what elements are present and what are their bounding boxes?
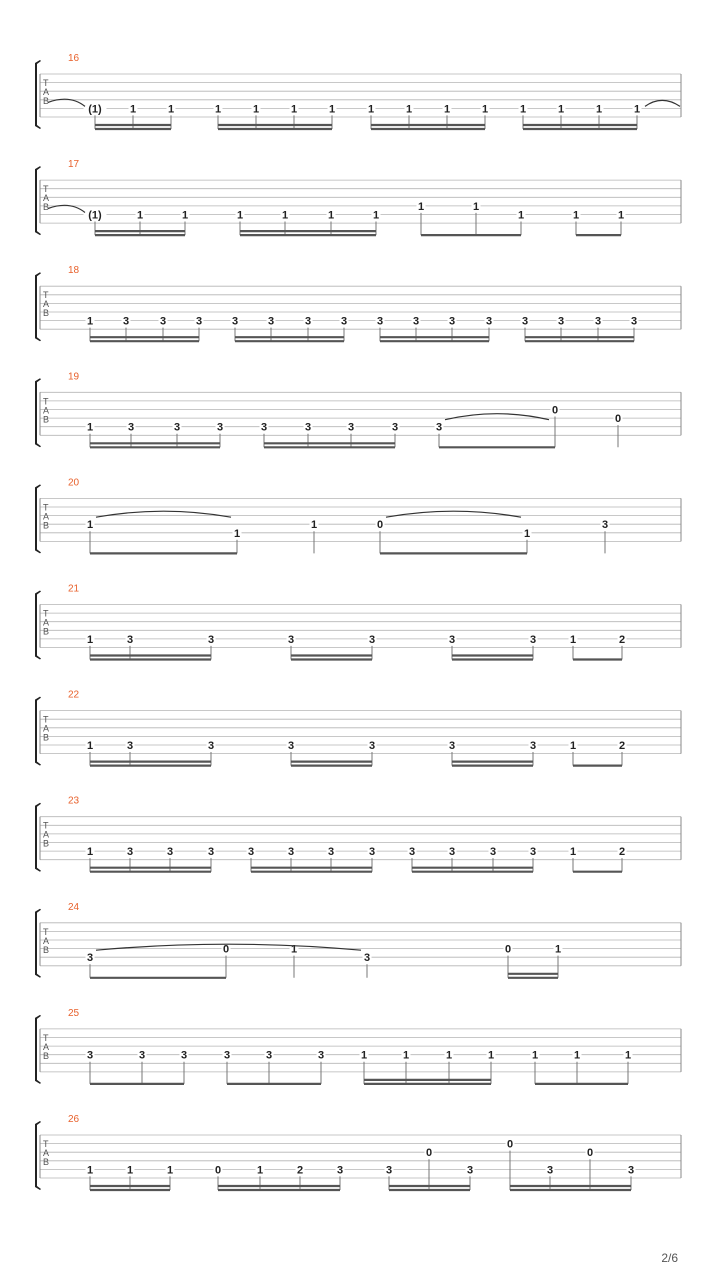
fret-number: 1	[136, 209, 144, 222]
tab-system	[35, 796, 681, 872]
tab-clef-letter: A	[43, 299, 50, 310]
fret-number: 3	[630, 315, 638, 328]
fret-number: 1	[86, 633, 94, 646]
measure-number: 22	[68, 689, 80, 701]
tab-clef-letter: T	[43, 78, 49, 88]
measure-number: 16	[68, 53, 80, 64]
fret-number: 3	[489, 846, 497, 859]
fret-number: 1	[166, 1164, 174, 1177]
fret-number: 1	[523, 527, 531, 540]
fret-number: 1	[281, 209, 289, 222]
tab-clef-letter: T	[43, 608, 49, 619]
fret-number: 3	[267, 315, 275, 328]
tab-system	[35, 902, 681, 978]
tab-clef-letter: B	[43, 626, 50, 637]
tie	[386, 511, 521, 517]
fret-number: 3	[594, 315, 602, 328]
fret-number: 3	[368, 846, 376, 859]
tab-clef-letter: A	[43, 829, 50, 840]
fret-number: 3	[412, 315, 420, 328]
fret-number: 3	[601, 519, 609, 532]
fret-number: 3	[265, 1049, 273, 1062]
fret-number: 3	[260, 421, 268, 434]
fret-number: 3	[207, 740, 215, 752]
fret-number: 3	[466, 1164, 474, 1177]
tab-system	[35, 1008, 681, 1084]
fret-number: 3	[122, 315, 130, 328]
measure-number: 26	[68, 1114, 80, 1125]
fret-number: 1	[481, 103, 489, 116]
tab-clef-letter: T	[43, 1139, 49, 1149]
fret-number: 1	[327, 209, 335, 222]
fret-number: 1	[557, 103, 565, 116]
fret-number: 0	[214, 1164, 222, 1177]
fret-number: 3	[347, 421, 355, 434]
fret-number: 3	[127, 421, 135, 434]
fret-number: 1	[595, 103, 603, 116]
fret-number: 3	[557, 315, 565, 328]
tab-system	[35, 53, 681, 129]
fret-number: 3	[448, 846, 456, 859]
fret-number: 3	[385, 1164, 393, 1177]
fret-number: 3	[376, 315, 384, 328]
fret-number: 3	[435, 421, 443, 434]
fret-number: 1	[252, 103, 260, 116]
fret-number: 3	[126, 846, 134, 859]
measure-number: 24	[68, 901, 80, 913]
fret-number: 1	[360, 1049, 368, 1062]
fret-number: 1	[233, 527, 241, 540]
fret-number: 0	[506, 1138, 514, 1151]
fret-number: 1	[554, 943, 562, 956]
tab-system	[35, 477, 681, 553]
fret-number: 1	[569, 740, 577, 752]
fret-number: 3	[317, 1049, 325, 1062]
fret-number: 0	[614, 413, 622, 426]
fret-number: 1	[86, 740, 94, 752]
fret-number: 1	[86, 846, 94, 859]
tab-clef-letter: T	[43, 926, 49, 937]
fret-number: 1	[517, 209, 525, 222]
fret-number: 3	[448, 315, 456, 328]
tab-clef-letter: A	[43, 87, 50, 97]
fret-number: 1	[328, 103, 336, 116]
fret-number: 3	[391, 421, 399, 434]
fret-number: 3	[138, 1049, 146, 1062]
tab-clef-letter: T	[43, 1032, 49, 1043]
fret-number: 1	[126, 1164, 134, 1177]
fret-number: 1	[624, 1049, 632, 1062]
fret-number: 3	[546, 1164, 554, 1177]
tab-clef-letter: B	[43, 308, 50, 319]
tab-clef-letter: B	[43, 414, 50, 425]
fret-number: 1	[86, 315, 94, 328]
tie	[445, 414, 549, 420]
measure-number: 21	[68, 583, 80, 595]
tab-clef-letter: B	[43, 838, 50, 849]
fret-number: 3	[448, 740, 456, 752]
measure-number: 19	[68, 371, 80, 383]
measure-number: 18	[68, 265, 80, 277]
fret-number: 3	[247, 846, 255, 859]
fret-number: 1	[86, 421, 94, 434]
fret-number: 2	[618, 846, 626, 859]
tab-clef-letter: T	[43, 502, 49, 513]
fret-number: 3	[86, 952, 94, 965]
fret-number: 1	[405, 103, 413, 116]
fret-number: 1	[236, 209, 244, 222]
measure-number: 17	[68, 159, 80, 171]
tab-clef-letter: B	[43, 520, 50, 531]
fret-number: 2	[618, 740, 626, 752]
fret-number: 1	[367, 103, 375, 116]
fret-number: 1	[372, 209, 380, 222]
fret-number: 3	[166, 846, 174, 859]
fret-number: (1)	[88, 209, 102, 222]
fret-number: 0	[551, 404, 559, 417]
tab-system	[35, 1114, 681, 1190]
tab-clef-letter: A	[43, 405, 50, 416]
tab-system	[35, 584, 681, 660]
fret-number: 3	[216, 421, 224, 434]
tab-clef-letter: A	[43, 935, 50, 946]
fret-number: 1	[86, 1164, 94, 1177]
page-number: 2/6	[661, 1251, 678, 1265]
fret-number: (1)	[88, 103, 102, 116]
tab-clef-letter: B	[43, 1050, 50, 1061]
fret-number: 3	[485, 315, 493, 328]
measure-number: 23	[68, 795, 80, 807]
fret-number: 1	[402, 1049, 410, 1062]
tab-clef-letter: B	[43, 732, 50, 743]
fret-number: 1	[256, 1164, 264, 1177]
fret-number: 3	[529, 846, 537, 859]
fret-number: 3	[408, 846, 416, 859]
tab-clef-letter: A	[43, 511, 50, 522]
fret-number: 2	[618, 633, 626, 646]
tab-system	[35, 690, 681, 766]
fret-number: 1	[569, 633, 577, 646]
fret-number: 1	[129, 103, 137, 116]
fret-number: 0	[425, 1147, 433, 1160]
tab-clef-letter: T	[43, 396, 49, 407]
fret-number: 3	[336, 1164, 344, 1177]
fret-number: 1	[181, 209, 189, 222]
tie-to-next	[645, 100, 680, 106]
fret-number: 3	[126, 740, 134, 752]
fret-number: 3	[521, 315, 529, 328]
fret-number: 3	[529, 740, 537, 752]
fret-number: 3	[207, 846, 215, 859]
fret-number: 0	[222, 943, 230, 956]
fret-number: 1	[290, 103, 298, 116]
fret-number: 1	[519, 103, 527, 116]
tab-clef-letter: T	[43, 714, 49, 725]
tab-clef-letter: A	[43, 1148, 50, 1158]
tab-clef-letter: B	[43, 1157, 50, 1167]
measure-number: 20	[68, 477, 80, 489]
fret-number: 3	[529, 633, 537, 646]
fret-number: 3	[304, 315, 312, 328]
fret-number: 1	[617, 209, 625, 222]
tab-clef-letter: B	[43, 96, 50, 106]
fret-number: 1	[290, 943, 298, 956]
fret-number: 0	[586, 1147, 594, 1160]
fret-number: 1	[443, 103, 451, 116]
fret-number: 3	[207, 633, 215, 646]
fret-number: 3	[363, 952, 371, 965]
tab-system	[35, 159, 681, 235]
fret-number: 1	[487, 1049, 495, 1062]
fret-number: 1	[569, 846, 577, 859]
fret-number: 3	[180, 1049, 188, 1062]
fret-number: 3	[368, 740, 376, 752]
tab-system	[35, 371, 681, 447]
fret-number: 1	[167, 103, 175, 116]
fret-number: 3	[287, 846, 295, 859]
fret-number: 3	[287, 633, 295, 646]
fret-number: 1	[572, 209, 580, 222]
fret-number: 3	[231, 315, 239, 328]
fret-number: 1	[445, 1049, 453, 1062]
fret-number: 1	[573, 1049, 581, 1062]
fret-number: 1	[531, 1049, 539, 1062]
fret-number: 3	[340, 315, 348, 328]
tab-clef-letter: A	[43, 723, 50, 734]
measure-number: 25	[68, 1007, 80, 1019]
tie-from-previous	[48, 205, 85, 212]
fret-number: 3	[287, 740, 295, 752]
fret-number: 3	[223, 1049, 231, 1062]
fret-number: 3	[448, 633, 456, 646]
fret-number: 1	[214, 103, 222, 116]
fret-number: 2	[296, 1164, 304, 1177]
fret-number: 3	[86, 1049, 94, 1062]
fret-number: 3	[368, 633, 376, 646]
fret-number: 3	[173, 421, 181, 434]
tab-clef-letter: A	[43, 193, 50, 204]
tab-system	[35, 265, 681, 341]
tab-clef-letter: A	[43, 1041, 50, 1052]
fret-number: 1	[633, 103, 641, 116]
fret-number: 3	[195, 315, 203, 328]
fret-number: 3	[304, 421, 312, 434]
tab-clef-letter: T	[43, 184, 49, 195]
fret-number: 3	[126, 633, 134, 646]
fret-number: 3	[327, 846, 335, 859]
tab-clef-letter: T	[43, 820, 49, 831]
fret-number: 1	[86, 519, 94, 532]
fret-number: 0	[504, 943, 512, 956]
fret-number: 1	[310, 519, 318, 532]
fret-number: 3	[627, 1164, 635, 1177]
tab-clef-letter: B	[43, 944, 50, 955]
tie	[96, 511, 231, 517]
tab-clef-letter: B	[43, 202, 50, 213]
fret-number: 3	[159, 315, 167, 328]
fret-number: 1	[417, 200, 425, 213]
fret-number: 1	[472, 200, 480, 213]
tie-from-previous	[48, 99, 85, 106]
tab-clef-letter: T	[43, 290, 49, 301]
fret-number: 0	[376, 519, 384, 532]
tab-clef-letter: A	[43, 617, 50, 628]
